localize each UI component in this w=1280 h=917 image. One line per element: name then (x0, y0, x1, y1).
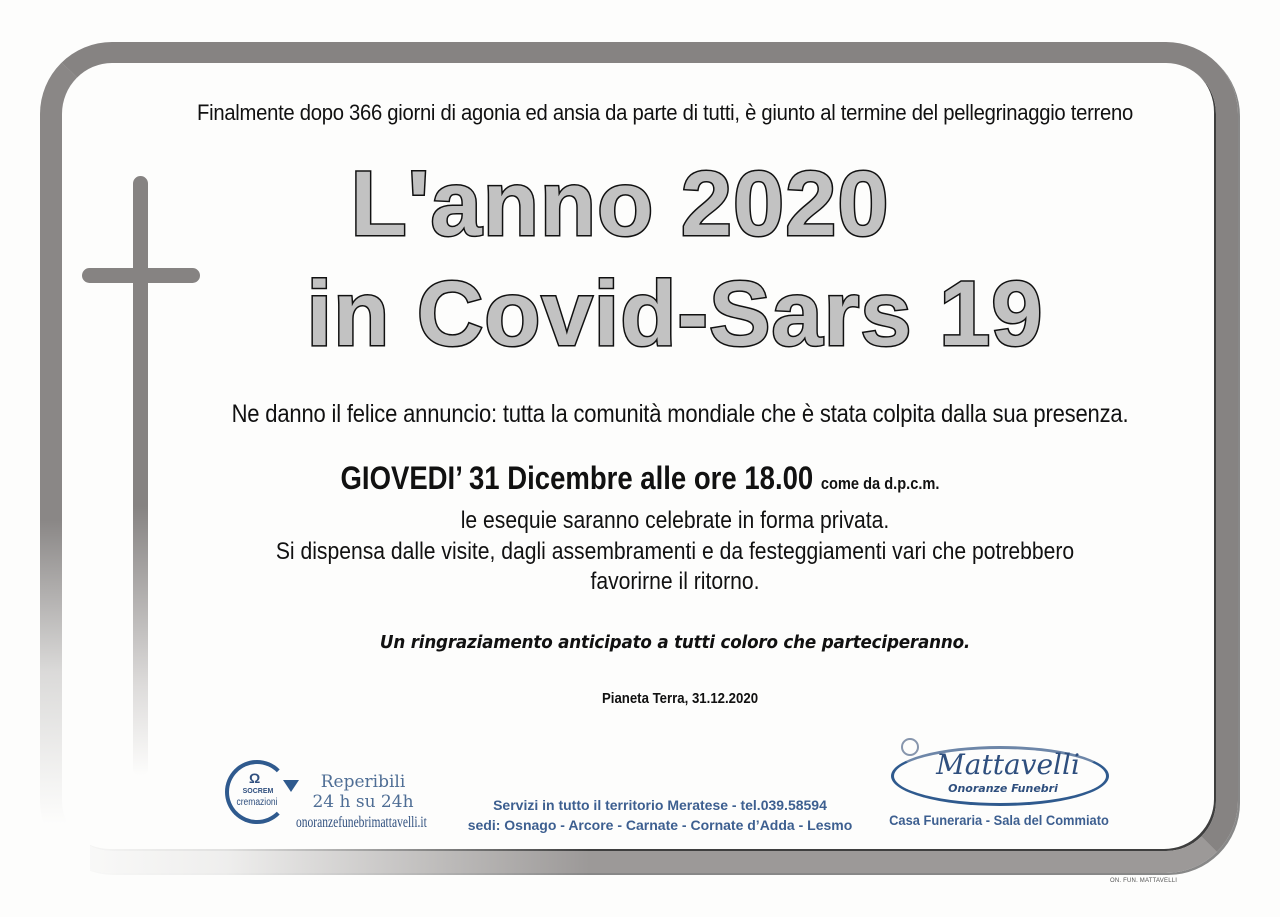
services-line-1: Servizi in tutto il territorio Meratese - tel.039.58594 (493, 797, 827, 813)
body-line: Si dispensa dalle visite, dagli assembramenti e da festeggiamenti vari che potrebbero (275, 538, 1075, 565)
socrem-logo (225, 760, 295, 826)
body-line: le esequie saranno celebrate in forma privata. (460, 507, 890, 534)
omega-icon: Ω (249, 770, 261, 786)
brand-tagline: Onoranze Funebri (948, 782, 1058, 795)
services-info (440, 795, 880, 835)
availability-text (300, 772, 426, 812)
availability-line-1: Reperibili (320, 772, 406, 792)
headline-line-1: L'anno 2020 (350, 153, 890, 255)
website-link[interactable]: onoranzefunebrimattavelli.it (296, 814, 427, 831)
place-date: Pianeta Terra, 31.12.2020 (601, 690, 759, 707)
body-line: favorirne il ritorno. (590, 568, 760, 595)
arrow-head-icon (283, 780, 299, 792)
availability-line-2: 24 h su 24h (312, 792, 414, 812)
brand-subline: Casa Funeraria - Sala del Commiato (889, 812, 1109, 828)
ceremony-date-note: come da d.p.c.m. (820, 474, 940, 493)
socrem-name: SOCREM (242, 788, 274, 795)
frame-fade (30, 840, 590, 885)
mattavelli-logo (885, 738, 1115, 810)
brand-name: Mattavelli (936, 748, 1080, 781)
services-line-2: sedi: Osnago - Arcore - Carnate - Cornate d’Adda - Lesmo (467, 817, 853, 833)
ceremony-date-main: GIOVEDI’ 31 Dicembre alle ore 18.00 (340, 460, 814, 496)
ceremony-date (90, 460, 1191, 497)
intro-text: Finalmente dopo 366 giorni di agonia ed ansia da parte di tutti, è giunto al termine del pellegrinaggio terreno (197, 100, 1133, 125)
socrem-subtitle: cremazioni (236, 797, 278, 808)
thanks-text: Un ringraziamento anticipato a tutti coloro che parteciperanno. (379, 632, 971, 653)
headline-line-2: in Covid-Sars 19 (306, 263, 1044, 365)
credit-text: ON. FUN. MATTAVELLI (1110, 878, 1178, 884)
announcement-text: Ne danno il felice annuncio: tutta la comunità mondiale che è stata colpita dalla sua presenza. (231, 400, 1129, 428)
